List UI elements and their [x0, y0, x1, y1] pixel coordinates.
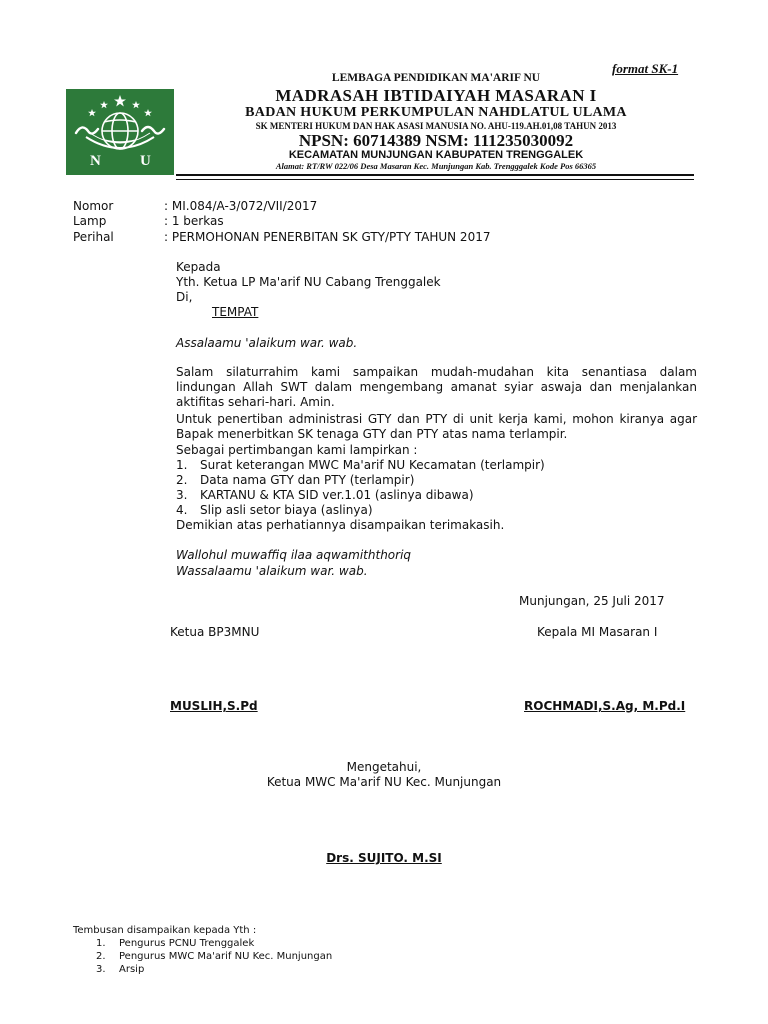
tembusan-list	[96, 937, 332, 976]
logo-letter-u: U	[140, 153, 151, 169]
closing-sentence: Demikian atas perhatiannya disampaikan terimakasih.	[176, 518, 505, 532]
letterhead-institution: LEMBAGA PENDIDIKAN MA'ARIF NU	[331, 72, 541, 84]
greeting: Assalaamu 'alaikum war. wab.	[176, 336, 358, 350]
lamp-label: Lamp	[73, 214, 107, 228]
letterhead-divider-thick	[176, 174, 694, 176]
attachments-intro: Sebagai pertimbangan kami lampirkan :	[176, 443, 418, 457]
tembusan-title: Tembusan disampaikan kepada Yth :	[73, 925, 257, 936]
paragraph-salam: Salam silaturrahim kami sampaikan mudah-mudahan kita senantiasa dalam lindungan Allah SWT dalam mengembang amanat syiar aswaja dan menjalankan aktifitas sehari-hari. Amin.	[176, 365, 697, 409]
logo-letter-n: N	[90, 153, 101, 169]
list-item: 2. Data nama GTY dan PTY (terlampir)	[176, 473, 415, 487]
left-signatory-title: Ketua BP3MNU	[170, 625, 260, 639]
list-item: 1. Pengurus PCNU Trenggalek	[96, 938, 255, 949]
letterhead-npsn: NPSN: 60714389 NSM: 111235030092	[298, 131, 574, 150]
list-item: 3. KARTANU & KTA SID ver.1.01 (aslinya dibawa)	[176, 488, 474, 502]
recipient-di: Di,	[176, 290, 193, 304]
attachments-list	[176, 458, 697, 518]
wassalaamu-line: Wassalaamu 'alaikum war. wab.	[176, 564, 368, 578]
format-label: format SK-1	[612, 61, 679, 76]
left-signatory-name: MUSLIH,S.Pd	[170, 699, 258, 713]
nu-globe-icon	[66, 89, 174, 175]
list-item: 3. Arsip	[96, 964, 145, 975]
place-date: Munjungan, 25 Juli 2017	[519, 594, 665, 608]
letterhead-legal-entity: BADAN HUKUM PERKUMPULAN NAHDLATUL ULAMA	[245, 105, 627, 120]
letterhead-address: Alamat: RT/RW 022/06 Desa Masaran Kec. Munjungan Kab. Trengggalek Kode Pos 66365	[275, 161, 597, 171]
letterhead-sk-number: SK MENTERI HUKUM DAN HAK ASASI MANUSIA NO. AHU-119.AH.01,08 TAHUN 2013	[255, 121, 617, 131]
lamp-value: : 1 berkas	[164, 214, 224, 228]
mwc-signatory-name: Drs. SUJITO. M.SI	[326, 851, 442, 865]
perihal-label: Perihal	[73, 230, 114, 244]
recipient-yth: Yth. Ketua LP Ma'arif NU Cabang Trenggalek	[176, 275, 441, 289]
wallohul-line: Wallohul muwaffiq ilaa aqwamiththoriq	[176, 548, 412, 562]
list-item: 4. Slip asli setor biaya (aslinya)	[176, 503, 373, 517]
mengetahui: Mengetahui,	[346, 760, 422, 774]
paragraph-request: Untuk penertiban administrasi GTY dan PTY di unit kerja kami, mohon kiranya agar Bapak menerbitkan SK tenaga GTY dan PTY atas nama terlampir.	[176, 412, 697, 441]
nomor-label: Nomor	[73, 199, 114, 213]
nomor-value: : MI.084/A-3/072/VII/2017	[164, 199, 318, 213]
perihal-value: : PERMOHONAN PENERBITAN SK GTY/PTY TAHUN 2017	[164, 230, 491, 244]
recipient-tempat: TEMPAT	[212, 305, 259, 319]
list-item: 2. Pengurus MWC Ma'arif NU Kec. Munjungan	[96, 951, 333, 962]
right-signatory-title: Kepala MI Masaran I	[537, 625, 658, 639]
nu-logo	[66, 89, 174, 175]
letterhead-school-name: MADRASAH IBTIDAIYAH MASARAN I	[275, 86, 597, 105]
letterhead-district: KECAMATAN MUNJUNGAN KABUPATEN TRENGGALEK	[288, 149, 584, 161]
recipient-kepada: Kepada	[176, 260, 221, 274]
letterhead-divider-thin	[176, 179, 694, 180]
right-signatory-name: ROCHMADI,S.Ag, M.Pd.I	[524, 699, 686, 713]
mwc-title: Ketua MWC Ma'arif NU Kec. Munjungan	[266, 775, 502, 789]
list-item: 1. Surat keterangan MWC Ma'arif NU Kecamatan (terlampir)	[176, 458, 545, 472]
